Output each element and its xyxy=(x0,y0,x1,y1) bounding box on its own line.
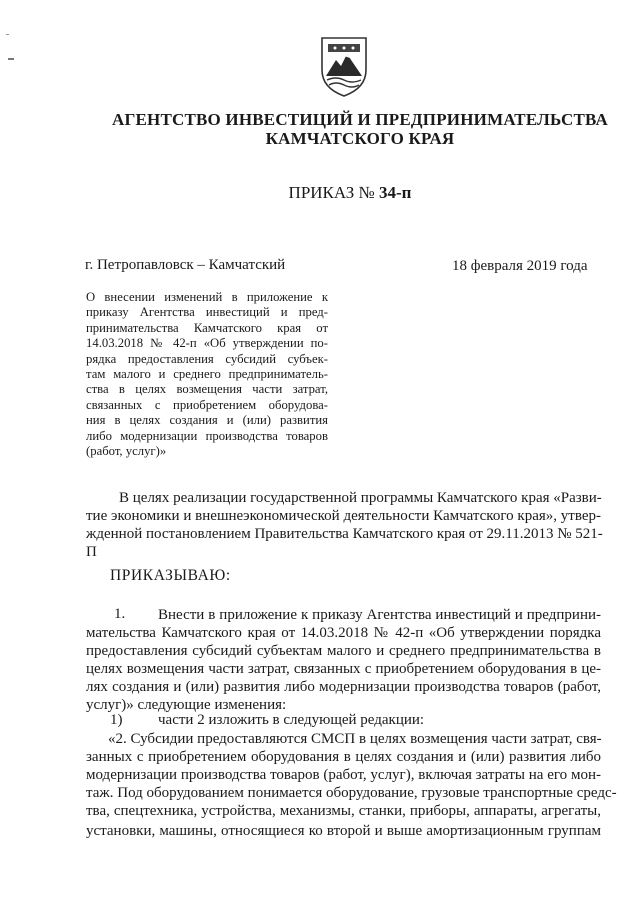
subject-line: связанных с приобретением оборудова- xyxy=(86,397,328,412)
subitem-number: 1) xyxy=(110,712,123,728)
quote-line: занных с приобретением оборудования в целях создания и (или) развития либо xyxy=(86,749,601,765)
subject-line: О внесении изменений в приложение к xyxy=(86,290,328,304)
subitem-text: части 2 изложить в следующей редакции: xyxy=(158,712,425,728)
agency-name xyxy=(80,110,640,148)
quote-line: установки, машины, относящиеся ко второй и выше амортизационным группам xyxy=(86,823,601,839)
quote-line: тва, спецтехника, устройства, механизмы, станки, приборы, аппараты, агрегаты, xyxy=(86,803,601,819)
document-date: 18 февраля 2019 года xyxy=(452,258,588,274)
item-line: мательства Камчатского края от 14.03.2018 № 42-п «Об утверждении порядка xyxy=(86,625,601,641)
preamble-line: П xyxy=(86,544,97,560)
subject-line: рядка предоставления субсидий субъек- xyxy=(86,351,328,366)
preamble-line: тие экономики и внешнеэкономической деятельности Камчатского края», утвер- xyxy=(86,508,601,524)
order-subject xyxy=(86,290,328,459)
preamble-line: жденной постановлением Правительства Камчатского края от 29.11.2013 № 521- xyxy=(86,526,603,542)
kamchatka-coat-of-arms-icon xyxy=(318,34,370,98)
preamble-line: В целях реализации государственной программы Камчатского края «Разви- xyxy=(119,490,602,506)
scan-artifact xyxy=(6,34,9,35)
subject-line: ния в целях создания и (или) развития xyxy=(86,413,328,428)
scan-artifact xyxy=(8,58,14,60)
item-line: предоставления субсидий субъектам малого и среднего предпринимательства в xyxy=(86,643,601,659)
subject-line: приказу Агентства инвестиций и пред- xyxy=(86,305,328,320)
item-line: лях создания и (или) развития либо модернизации производства товаров (работ, xyxy=(86,679,601,695)
agency-name-line1: АГЕНТСТВО ИНВЕСТИЦИЙ И ПРЕДПРИНИМАТЕЛЬСТВА xyxy=(111,110,609,129)
order-number: 34-п xyxy=(378,183,412,202)
subject-line: (работ, услуг)» xyxy=(86,444,167,459)
agency-name-line2: КАМЧАТСКОГО КРАЯ xyxy=(265,129,455,148)
item-number: 1. xyxy=(114,606,126,622)
subject-line: там малого и среднего предприниматель- xyxy=(86,367,328,382)
quote-line: таж. Под оборудованием понимается оборудование, грузовые транспортные средс- xyxy=(86,785,617,801)
subject-line: принимательства Камчатского края от xyxy=(86,320,328,335)
item-line: целях возмещения части затрат, связанных с приобретением оборудования в це- xyxy=(86,661,601,677)
item-line: Внести в приложение к приказу Агентства инвестиций и предприни- xyxy=(158,607,601,623)
quote-line: модернизации производства товаров (работ, услуг), включая затраты на его мон- xyxy=(86,767,601,783)
subject-line: 14.03.2018 № 42-п «Об утверждении по- xyxy=(86,336,328,351)
document-city: г. Петропавловск – Камчатский xyxy=(85,257,286,273)
order-label: ПРИКАЗ № xyxy=(288,183,375,202)
subject-line: либо модернизации производства товаров xyxy=(86,428,328,443)
orders-word: ПРИКАЗЫВАЮ: xyxy=(110,567,231,584)
quote-line: «2. Субсидии предоставляются СМСП в целях возмещения части затрат, свя- xyxy=(108,731,602,747)
order-title xyxy=(200,183,500,203)
item-line: услуг)» следующие изменения: xyxy=(86,697,287,713)
subject-line: ства в целях возмещения части затрат, xyxy=(86,382,328,397)
